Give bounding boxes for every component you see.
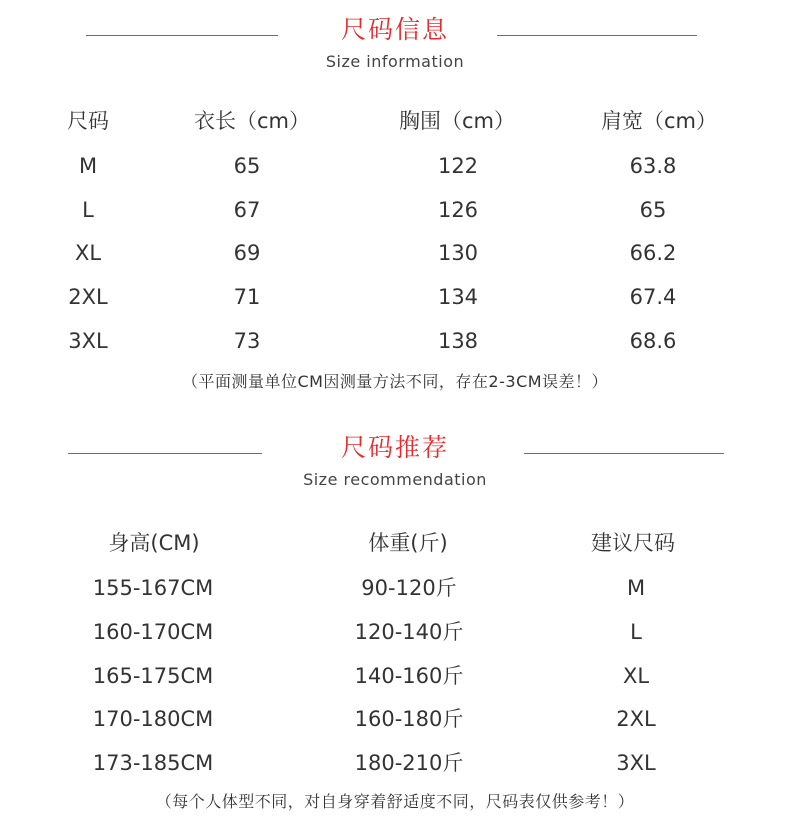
cell-shoulder: 66.2	[629, 241, 677, 265]
header-shoulder: 肩宽（cm）	[600, 109, 718, 133]
header-weight: 体重(斤)	[368, 531, 448, 555]
table-row	[0, 573, 790, 603]
section-subtitle: Size information	[325, 52, 465, 71]
cell-chest: 130	[437, 241, 479, 265]
cell-shoulder: 65	[639, 198, 667, 222]
cell-suggested-size: L	[630, 620, 642, 644]
cell-chest: 122	[437, 154, 479, 178]
table-header	[0, 106, 790, 136]
header-length: 衣长（cm）	[193, 109, 311, 133]
table-row	[0, 151, 790, 181]
cell-height: 155-167CM	[92, 576, 214, 600]
table-header	[0, 528, 790, 558]
table-row	[0, 195, 790, 225]
cell-suggested-size: M	[626, 576, 646, 600]
cell-chest: 138	[437, 329, 479, 353]
cell-length: 69	[233, 241, 261, 265]
fit-note: （每个人体型不同，对自身穿着舒适度不同，尺码表仅供参考！）	[155, 792, 635, 811]
cell-length: 73	[233, 329, 261, 353]
cell-suggested-size: 2XL	[616, 707, 656, 731]
table-row	[0, 282, 790, 312]
cell-chest: 126	[437, 198, 479, 222]
size-rec-section	[0, 420, 790, 836]
cell-size: L	[82, 198, 94, 222]
measurement-note: （平面测量单位CM因测量方法不同，存在2-3CM误差！）	[181, 372, 609, 391]
table-row	[0, 748, 790, 778]
cell-size: 2XL	[68, 285, 108, 309]
cell-shoulder: 67.4	[629, 285, 677, 309]
cell-shoulder: 63.8	[629, 154, 677, 178]
section-title: 尺码推荐	[340, 433, 449, 462]
cell-weight: 120-140斤	[354, 620, 464, 644]
cell-shoulder: 68.6	[629, 329, 677, 353]
table-row	[0, 326, 790, 356]
cell-height: 170-180CM	[92, 707, 214, 731]
header-chest: 胸围（cm）	[398, 109, 516, 133]
cell-height: 165-175CM	[92, 664, 214, 688]
header-size: 尺码	[67, 109, 109, 133]
cell-size: 3XL	[68, 329, 108, 353]
section-title: 尺码信息	[340, 15, 449, 44]
cell-size: XL	[74, 241, 102, 265]
table-row	[0, 661, 790, 691]
header-height: 身高(CM)	[108, 531, 200, 555]
cell-height: 160-170CM	[92, 620, 214, 644]
cell-weight: 160-180斤	[354, 707, 464, 731]
cell-size: M	[78, 154, 98, 178]
cell-length: 67	[233, 198, 261, 222]
section-subtitle: Size recommendation	[303, 470, 487, 489]
cell-length: 65	[233, 154, 261, 178]
cell-weight: 180-210斤	[354, 751, 464, 775]
size-info-section	[0, 0, 790, 410]
header-suggested-size: 建议尺码	[591, 531, 675, 555]
table-row	[0, 704, 790, 734]
cell-weight: 90-120斤	[361, 576, 457, 600]
table-row	[0, 238, 790, 268]
cell-weight: 140-160斤	[354, 664, 464, 688]
cell-height: 173-185CM	[92, 751, 214, 775]
cell-suggested-size: 3XL	[616, 751, 656, 775]
table-row	[0, 617, 790, 647]
cell-chest: 134	[437, 285, 479, 309]
cell-suggested-size: XL	[622, 664, 650, 688]
cell-length: 71	[233, 285, 261, 309]
